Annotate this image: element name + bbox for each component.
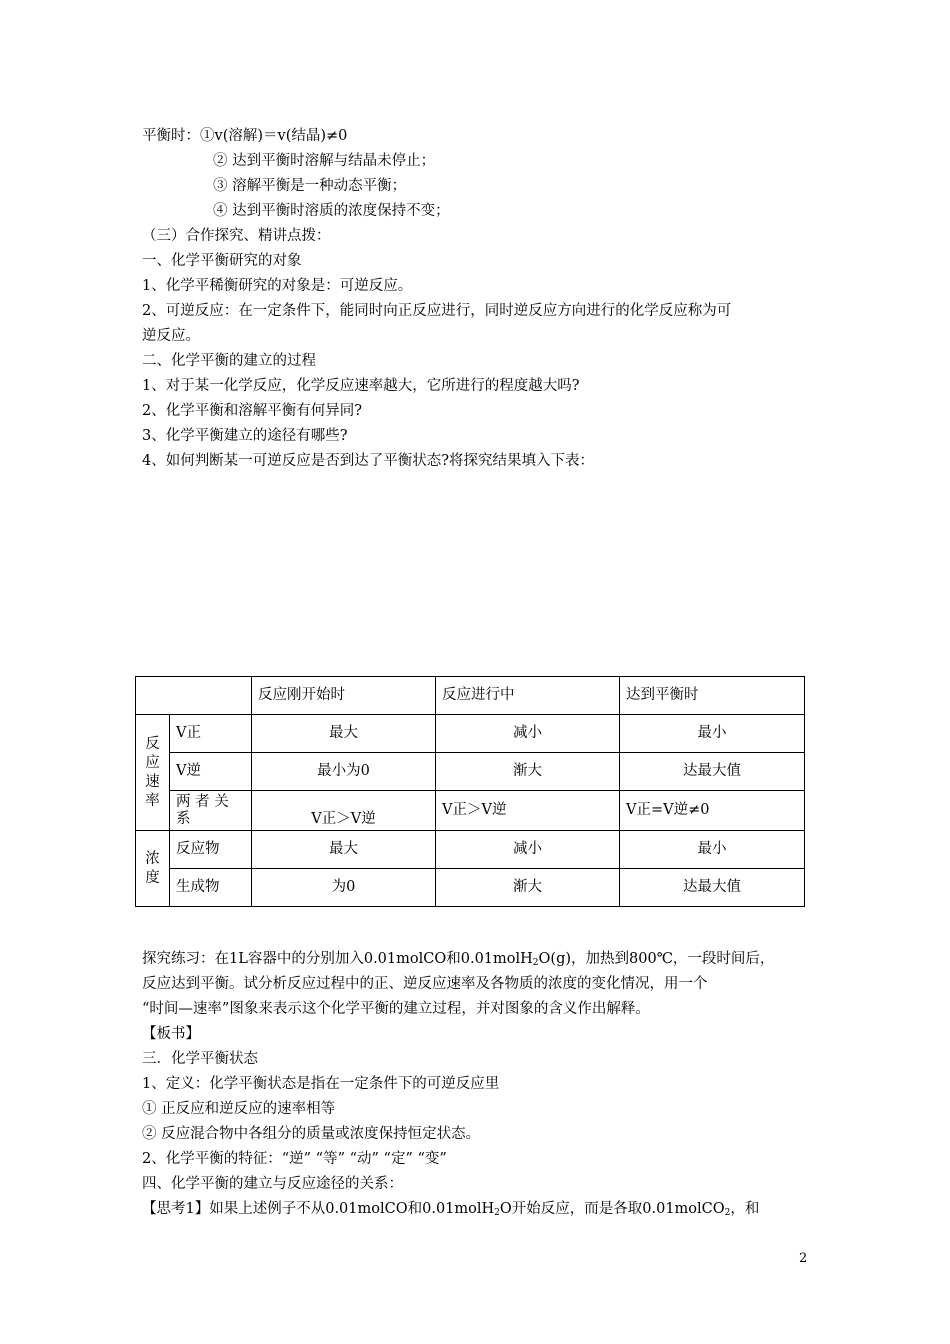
part-4-title: 四、化学平衡的建立与反应途径的关系： (142, 1176, 403, 1192)
table-cell: 减小 (436, 715, 620, 753)
part-3-definition: 1、定义：化学平衡状态是指在一定条件下的可逆反应里 (142, 1076, 500, 1092)
header-progress: 反应进行中 (436, 677, 620, 715)
think-text: 【思考1】如果上述例子不从0.01molCO和0.01molH (142, 1201, 495, 1217)
group-rate-char: 速 (145, 773, 160, 790)
table-row (136, 715, 805, 753)
table-cell: V正=V逆≠0 (620, 791, 805, 831)
part-2-question-2: 2、化学平衡和溶解平衡有何异同? (142, 403, 362, 419)
row-label-relation (170, 791, 252, 831)
table-cell: 达最大值 (620, 869, 805, 907)
table-cell: 渐大 (436, 869, 620, 907)
row-label-product: 生成物 (170, 869, 252, 907)
row-label-v-forward: V正 (170, 715, 252, 753)
practice-line-2: 反应达到平衡。试分析反应过程中的正、逆反应速率及各物质的浓度的变化情况，用一个 (142, 976, 708, 992)
table-cell: 达最大值 (620, 753, 805, 791)
group-rate-label (136, 715, 170, 831)
think-text: O开始反应，而是各取0.01molCO (499, 1201, 725, 1217)
table-cell: 最小 (620, 715, 805, 753)
table-row (136, 753, 805, 791)
table-cell: 最小为0 (252, 753, 436, 791)
part-1-item-1: 1、化学平稀衡研究的对象是：可逆反应。 (142, 278, 413, 294)
table-header-row (136, 677, 805, 715)
table-row (136, 831, 805, 869)
table-corner-cell (136, 677, 252, 715)
practice-line-1 (142, 950, 774, 968)
part-2-question-4: 4、如何判断某一可逆反应是否到达了平衡状态?将探究结果填入下表： (142, 453, 594, 469)
subscript: 2 (494, 1208, 500, 1218)
group-rate-char: 应 (145, 754, 160, 771)
part-4-think-1 (142, 1200, 759, 1218)
group-concentration-char: 度 (145, 869, 160, 886)
think-text: ，和 (730, 1201, 760, 1217)
group-rate-char: 率 (145, 792, 160, 809)
group-rate-char: 反 (145, 735, 160, 752)
balance-point-3: ③ 溶解平衡是一种动态平衡； (213, 178, 407, 194)
balance-condition: 平衡时：①v(溶解)＝v(结晶)≠0 (142, 128, 348, 144)
section-3-title: （三）合作探究、精讲点拨： (142, 228, 331, 244)
practice-text: 探究练习：在1L容器中的分别加入0.01molCO和0.01molH (142, 951, 533, 967)
table-row (136, 869, 805, 907)
part-1-item-2-line-2: 逆反应。 (142, 328, 200, 344)
balance-point-2: ② 达到平衡时溶解与结晶未停止； (213, 153, 436, 169)
group-concentration-char: 浓 (145, 850, 160, 867)
subscript: 2 (724, 1208, 731, 1218)
header-start: 反应刚开始时 (252, 677, 436, 715)
table-cell: V正＞V逆 (252, 791, 436, 831)
balance-point-4: ④ 达到平衡时溶质的浓度保持不变； (213, 203, 450, 219)
part-2-title: 二、化学平衡的建立的过程 (142, 353, 316, 369)
table-cell: 最大 (252, 831, 436, 869)
table-cell: V正＞V逆 (436, 791, 620, 831)
row-label-relation-line-2: 系 (176, 810, 191, 827)
part-3-point-1: ① 正反应和逆反应的速率相等 (142, 1101, 336, 1117)
table-cell: 最小 (620, 831, 805, 869)
table-row (136, 791, 805, 831)
table-cell: 为0 (252, 869, 436, 907)
row-label-v-reverse: V逆 (170, 753, 252, 791)
part-1-item-2-line-1: 2、可逆反应：在一定条件下，能同时向正反应进行，同时逆反应方向进行的化学反应称为可 (142, 303, 732, 319)
subscript: 2 (532, 958, 539, 968)
part-2-question-1: 1、对于某一化学反应，化学反应速率越大，它所进行的程度越大吗? (142, 378, 580, 394)
part-3-point-2: ② 反应混合物中各组分的质量或浓度保持恒定状态。 (142, 1126, 481, 1142)
part-3-features: 2、化学平衡的特征：“逆” “等” “动” “定” “变” (142, 1151, 447, 1167)
row-label-reactant: 反应物 (170, 831, 252, 869)
row-label-relation-line-1: 两 者 关 (176, 793, 229, 810)
practice-line-3: “时间—速率”图象来表示这个化学平衡的建立过程，并对图象的含义作出解释。 (142, 1001, 650, 1017)
board-label: 【板书】 (142, 1026, 200, 1042)
header-equilibrium: 达到平衡时 (620, 677, 805, 715)
equilibrium-table (135, 676, 805, 907)
part-2-question-3: 3、化学平衡建立的途径有哪些? (142, 428, 348, 444)
table-cell: 渐大 (436, 753, 620, 791)
practice-text: O(g)，加热到800℃，一段时间后， (538, 951, 775, 967)
group-concentration-label (136, 831, 170, 907)
part-1-title: 一、化学平衡研究的对象 (142, 253, 302, 269)
table-cell: 最大 (252, 715, 436, 753)
part-3-title: 三．化学平衡状态 (142, 1051, 258, 1067)
page-number: 2 (799, 1251, 808, 1266)
table-cell: 减小 (436, 831, 620, 869)
